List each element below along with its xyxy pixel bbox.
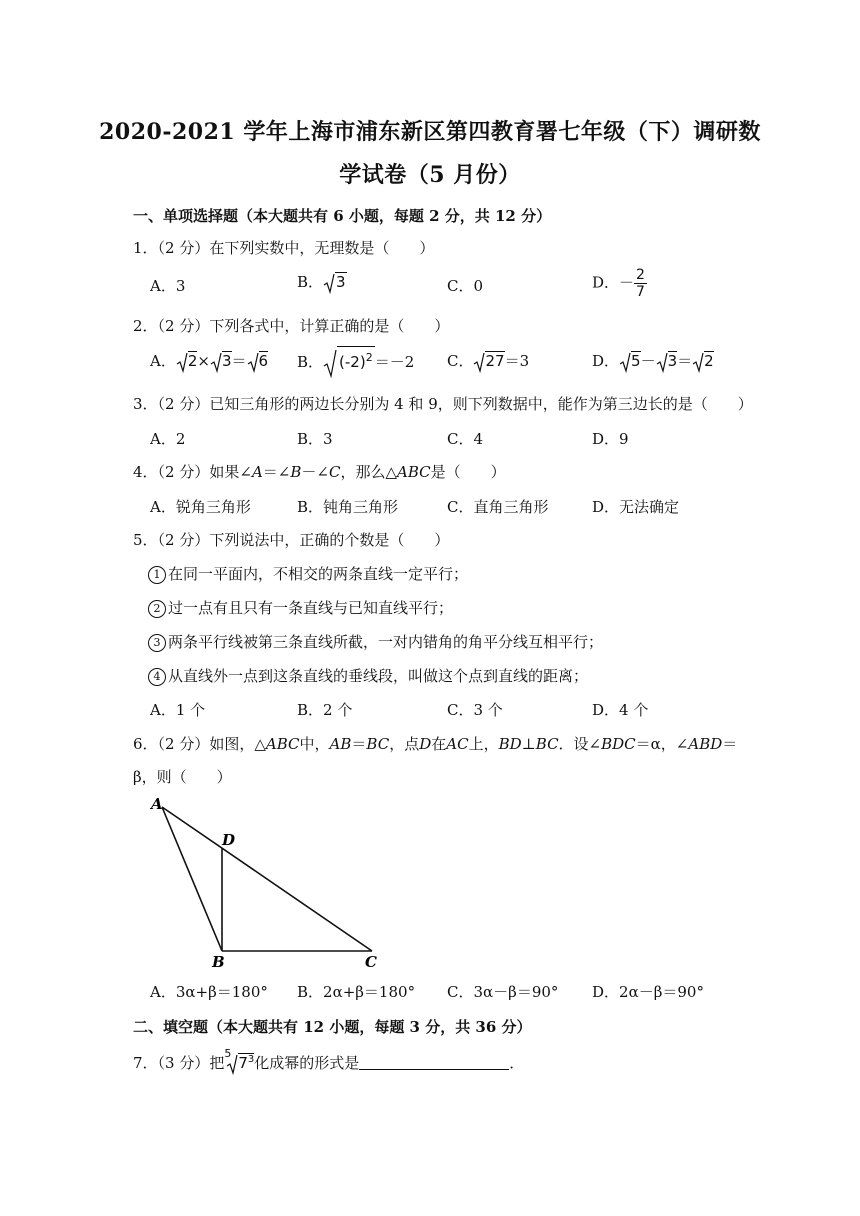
q6-option-b: B．2α+β＝180° — [297, 983, 416, 1001]
sqrt-symbol — [619, 351, 631, 373]
q2-option-c: C． 27＝3 — [447, 350, 529, 373]
sqrt-symbol — [656, 351, 668, 373]
q2-option-b: B． $(-2)^2 =-2$ — [297, 346, 414, 378]
label-a: A — [151, 795, 163, 813]
q4-option-d: D．无法确定 — [592, 498, 680, 516]
sqrt-symbol — [210, 351, 222, 373]
paper-title-line2: 学试卷（5 月份） — [339, 162, 521, 188]
q3-option-c: C．4 — [447, 430, 484, 448]
section-heading-1: 一、单项选择题（本大题共有 6 小题，每题 2 分，共 12 分） — [133, 207, 552, 225]
q5-statement-1: 1 在同一平面内，不相交的两条直线一定平行； — [148, 563, 468, 584]
paper-title-line1: 2020-2021 学年上海市浦东新区第四教育署七年级（下）调研数 — [99, 119, 761, 145]
q6-option-a: A．3α+β＝180° — [150, 983, 268, 1001]
fraction: $\frac{2}{7}$ — [636, 267, 645, 300]
q5-statement-3: 3 两条平行线被第三条直线所截，一对内错角的角平分线互相平行； — [148, 631, 603, 652]
label-c: C — [365, 953, 377, 970]
q2-option-d: D． 5－ 3＝ 2 — [592, 350, 714, 373]
q6-option-d: D．2α－β＝90° — [592, 983, 704, 1001]
sqrt-symbol — [176, 351, 188, 373]
section-heading-2: 二、填空题（本大题共有 12 小题，每题 3 分，共 36 分） — [133, 1018, 532, 1036]
q1-option-c: C．0 — [447, 277, 484, 295]
question-2-stem: 2．（2 分）下列各式中，计算正确的是（ ） — [133, 317, 450, 335]
triangle-figure — [145, 795, 390, 970]
q5-option-c: C．3 个 — [447, 701, 503, 719]
sqrt-symbol — [473, 351, 485, 373]
question-1-stem: 1．（2 分）在下列实数中，无理数是（ ） — [133, 239, 435, 257]
label-d: D — [222, 831, 236, 849]
question-6-stem-line1: 6．（2 分）如图，△ABC中，AB＝BC，点D在AC上，BD⊥BC．设∠BDC＝α，∠ABD＝ — [133, 735, 738, 753]
q1-option-d: D．－ $\frac{2}{7}$ — [592, 267, 645, 300]
q5-statement-4: 4 从直线外一点到这条直线的垂线段，叫做这个点到直线的距离； — [148, 665, 588, 686]
question-7-stem: 7．（3 分）把 5 $7^3$化成幂的形式是 ． — [133, 1052, 524, 1075]
q1-option-a: A．3 — [150, 277, 186, 295]
sqrt-symbol — [323, 348, 337, 378]
q4-option-b: B．钝角三角形 — [297, 498, 399, 516]
segment-ab — [162, 807, 222, 951]
question-4-stem: 4．（2 分）如果∠A＝∠B－∠C，那么△ABC是（ ） — [133, 463, 506, 481]
question-6-stem-line2: β，则（ ） — [133, 768, 232, 786]
q3-option-b: B．3 — [297, 430, 333, 448]
q6-option-c: C．3α－β＝90° — [447, 983, 559, 1001]
label-b: B — [212, 953, 225, 970]
q5-option-a: A．1 个 — [150, 701, 206, 719]
nth-root-symbol: 5 — [224, 1053, 238, 1075]
q3-option-a: A．2 — [150, 430, 186, 448]
sqrt-symbol — [692, 351, 704, 373]
answer-blank[interactable] — [359, 1055, 509, 1070]
q5-option-b: B．2 个 — [297, 701, 353, 719]
q5-statement-2: 2 过一点有且只有一条直线与已知直线平行； — [148, 597, 453, 618]
triangle-diagram — [145, 795, 390, 970]
q5-option-d: D．4 个 — [592, 701, 649, 719]
sqrt-symbol — [247, 351, 259, 373]
q2-option-a: A． 2× 3＝ 6 — [150, 350, 268, 373]
sqrt-symbol — [323, 272, 335, 294]
q4-option-c: C．直角三角形 — [447, 498, 549, 516]
q4-option-a: A．锐角三角形 — [150, 498, 251, 516]
segment-ac — [162, 807, 372, 951]
question-3-stem: 3．（2 分）已知三角形的两边长分别为 4 和 9，则下列数据中，能作为第三边长的是（ ） — [133, 395, 753, 413]
q1-option-b: B． 3 — [297, 271, 347, 294]
q3-option-d: D．9 — [592, 430, 629, 448]
question-5-stem: 5．（2 分）下列说法中，正确的个数是（ ） — [133, 531, 450, 549]
